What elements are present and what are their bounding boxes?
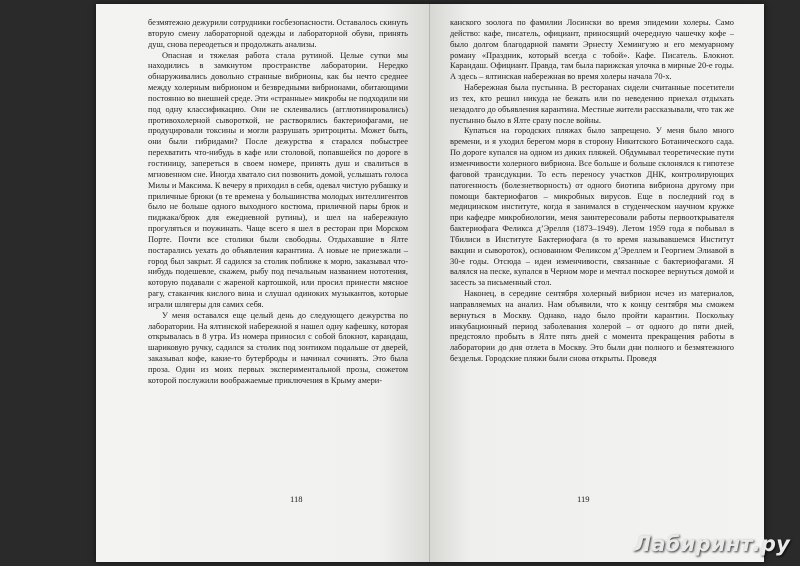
right-page-text [450,18,734,365]
paragraph: Набережная была пустынна. В ресторанах сидели считанные посетители из тех, кто решил никуда не бежать или по неведению приехал отдыхать незадолго до объявления карантина. Местные жители рассказывали, что так же пустынно было в Ялте сразу после войны. [450,83,734,125]
left-page-text [148,18,408,387]
paragraph: Опасная и тяжелая работа стала рутиной. Целые сутки мы находились в замкнутом пространстве лаборатории. Нередко обнаруживались довольно странные вибрионы, как бы нечто среднее между холерным вибрионом и безвредными вибрионами, обитающими постоянно во внешней среде. Эти «странные» микробы не подходили ни под одну классификацию. Они не склеивались (агглютинировались) противохолерной сывороткой, не растворялись бактериофагами, не продуцировали токсины и могли разрушать эритроциты. Может быть, они были гибридами? После дежурства я старался побыстрее перехватить что-нибудь в кафе или столовой, попавшейся по дороге в гостиницу, запереться в своем номере, принять душ и свалиться в мгновенном сне. Иногда хватало сил позвонить домой, услышать голоса Милы и Максима. К вечеру я приходил в себя, одевал чистую рубашку и приличные брюки (в те времена у большинства молодых интеллигентов было не больше одного выходного костюма, приличной пары брюк и пиджака/брюк для ежедневной рутины), и шел на набережную прогуляться и поужинать. Чаще всего я шел в ресторан при Морском Порте. Почти все столики были свободны. Отдыхавшие в Ялте постарались уехать до объявления карантина. А новые не приезжали – город был закрыт. Я садился за столик поближе к морю, заказывал что-нибудь подешевле, скажем, рыбу под печальным названием нототения, которую подавали с жареной картошкой, или просил принести мясное рагу, стаканчик кислого вина и слушал одиноких музыкантов, которые играли шлягеры для самих себя. [148,50,408,309]
paragraph: У меня оставался еще целый день до следующего дежурства по лаборатории. На ялтинской набережной я нашел одну кафешку, которая открывалась в 8 утра. Из номера приносил с собой блокнот, карандаш, шариковую ручку, садился за столик под зонтиком подальше от дверей, заказывал кофе, какие-то бутерброды и начинал сочинять. Это была проза. Один из моих первых экспериментальной прозы, сюжетом которой послужили воображаемые приключения в Крыму амери- [148,310,408,385]
paragraph: безмятежно дежурили сотрудники госбезопасности. Оставалось скинуть вторую смену лабораторной одежды и лабораторной обуви, принять душ, снова переодеться и продолжать анализы. [148,18,408,49]
paragraph: Купаться на городских пляжах было запрещено. У меня было много времени, и я уходил берегом моря в сторону Никитского Ботанического сада. По дороге купался на одном из диких пляжей. Обдумывал теоретические пути изменчивости холерного вибриона. Все больше и больше склонялся к гипотезе фаговой трансдукции. То есть переносу участков ДНК, контролирующих патогенность (болезнетворность) от одного биотипа вибриона другому при помощи бактериофагов – микробных вирусов. Еще в последний год в медицинском институте, когда я занимался в студенческом научном кружке при кафедре микробиологии, меня заинтересовали работы первооткрывателя бактериофага Феликса д’Эрелля (1873–1949). Летом 1959 года я побывал в Тбилиси в Институте Бактериофага (в то время называвшемся Институт вакцин и сывороток), основанном Феликсом д’Эреллем и Георгием Элиавой в 30-е годы. Отсюда – идеи изменчивости, связанные с бактериофагами. Я валялся на песке, купался в Черном море и мечтал поскорее вернуться домой и засесть за письменный стол. [450,126,734,288]
right-page [430,4,764,562]
page-number-right: 119 [577,494,590,504]
page-number-left: 118 [290,494,303,504]
watermark-logo: Лабиринт.ру [633,532,790,556]
book-spread [96,4,764,562]
paragraph: Наконец, в середине сентября холерный вибрион исчез из материалов, направляемых на анализ. Нам объявили, что к концу сентября мы сможем вернуться в Москву. Однако, надо было пройти карантин. Поскольку инкубационный период заболевания холерой – от одного до пяти дней, предстояло пробыть в Ялте пять дней с момента прекращения работы в лаборатории до дня отлета в Москву. Это были дни полного и безмятежного безделья. Городские пляжи были снова открыты. Проведя [450,289,734,364]
paragraph: канского зоолога по фамилии Лосински во время эпидемии холеры. Само действо: кафе, писатель, официант, приносящий очередную чашечку кофе – было долгом благодарной памяти Эрнесту Хемингуэю и его мемуарному роману «Праздник, который всегда с тобой». Кафе. Писатель. Блокнот. Карандаш. Официант. Правда, там была парижская улочка в мирные 20-е годы. А здесь – ялтинская набережная во время холеры начала 70-х. [450,18,734,82]
left-page [96,4,430,562]
